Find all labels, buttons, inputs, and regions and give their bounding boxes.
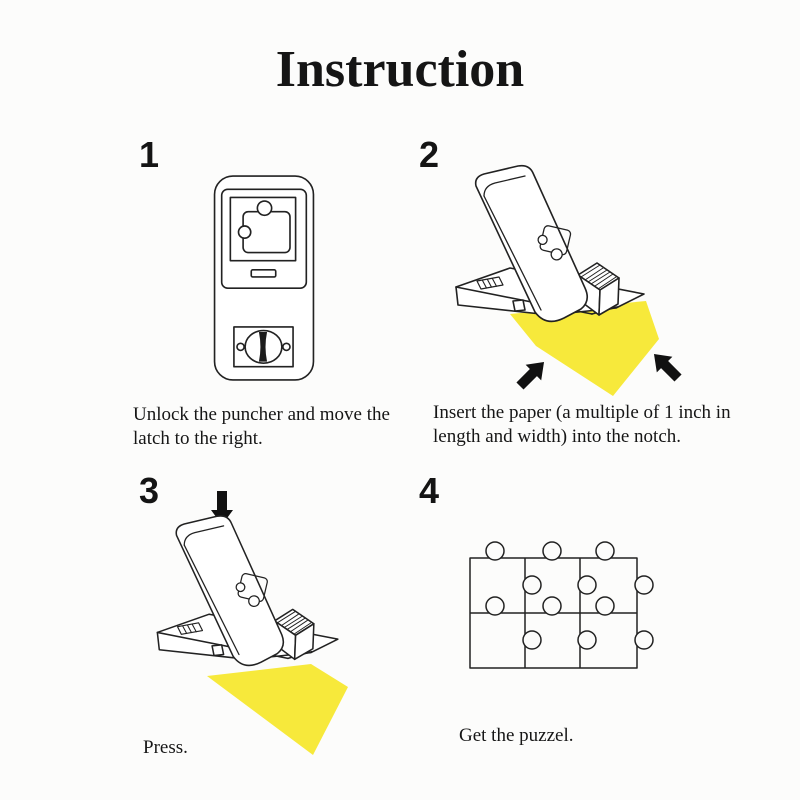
step-2-number: 2 [419,134,440,175]
step-1-number: 1 [139,134,160,175]
page-title: Instruction [275,41,525,98]
step-3-illustration puncher-pressed [140,487,370,777]
puncher-open [456,166,644,322]
paper-sheet [510,301,659,396]
step-3-number: 3 [139,470,160,511]
paper-sheet [207,664,348,755]
step-2-illustration puncher-open-with-paper [440,148,700,408]
step-3-caption: Press. [143,737,188,758]
insert-arrow-right-icon [646,346,686,386]
step-4-illustration jigsaw-grid-icon [452,533,657,683]
step-2-caption: Insert the paper (a multiple of 1 inch in length and width) into the notch. [433,402,731,448]
step-4-caption: Get the puzzel. [459,725,574,746]
puncher-pressed [157,516,337,666]
step-1-illustration puncher-front-view [212,174,316,382]
insert-arrow-left-icon [512,354,552,394]
step-1-caption: Unlock the puncher and move the latch to the right. [133,404,390,450]
step-4-number: 4 [419,470,440,511]
